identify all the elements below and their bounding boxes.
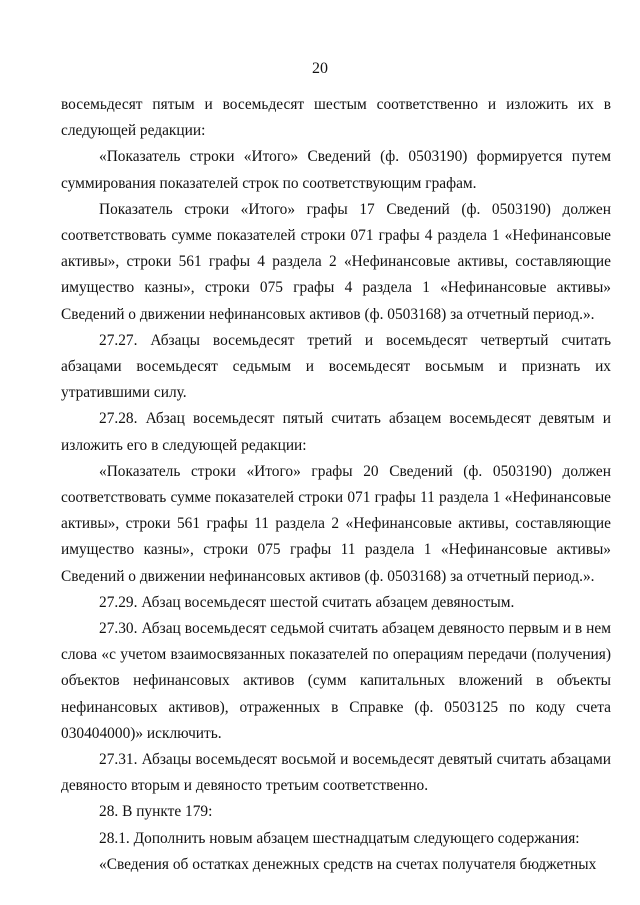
paragraph-27-30: 27.30. Абзац восемьдесят седьмой считать абзацем девяносто первым и в нем слова «с учетом взаимосвязанных показателей по операциям передачи (получения) объектов нефинансовых активов (сумм капитальных вложений в объекты нефинансовых активов), отраженных в Справке (ф. 0503125 по коду счета 030404000)» исключить. [61, 620, 611, 742]
paragraph-27-31: 27.31. Абзацы восемьдесят восьмой и восемьдесят девятый считать абзацами девяносто вторым и девяносто третьим соответственно. [61, 751, 611, 795]
paragraph-column-17: Показатель строки «Итого» графы 17 Сведений (ф. 0503190) должен соответствовать сумме показателей строки 071 графы 4 раздела 1 «Нефинансовые активы», строки 561 графы 4 раздела 2 «Нефинансовые активы, составляющие имущество казны», строки 075 графы 4 раздела 1 «Нефинансовые активы» Сведений о движении нефинансовых активов (ф. 0503168) за отчетный период.». [61, 200, 611, 323]
paragraph-quote-total-sum: «Показатель строки «Итого» Сведений (ф. 0503190) формируется путем суммирования показателей строк по соответствующим графам. [61, 148, 611, 192]
paragraph-27-29: 27.29. Абзац восемьдесят шестой считать абзацем девяностым. [99, 593, 515, 611]
document-body [61, 92, 611, 878]
paragraph-27-28: 27.28. Абзац восемьдесят пятый считать абзацем восемьдесят девятым и изложить его в следующей редакции: [61, 410, 611, 454]
paragraph-27-27: 27.27. Абзацы восемьдесят третий и восемьдесят четвертый считать абзацами восемьдесят седьмым и восемьдесят восьмым и признать их утратившими силу. [61, 331, 611, 402]
paragraph-continuation: восемьдесят пятым и восемьдесят шестым соответственно и изложить их в следующей редакции: [61, 96, 611, 140]
paragraph-quote-balances: «Сведения об остатках денежных средств на счетах получателя бюджетных [99, 855, 597, 873]
paragraph-28-1: 28.1. Дополнить новым абзацем шестнадцатым следующего содержания: [99, 829, 580, 847]
paragraph-28: 28. В пункте 179: [99, 803, 213, 821]
page-number: 20 [312, 60, 328, 77]
paragraph-column-20: «Показатель строки «Итого» графы 20 Сведений (ф. 0503190) должен соответствовать сумме показателей строки 071 графы 11 раздела 1 «Нефинансовые активы», строки 561 графы 11 раздела 2 «Нефинансовые активы, составляющие имущество казны», строки 075 графы 11 раздела 1 «Нефинансовые активы» Сведений о движении нефинансовых активов (ф. 0503168) за отчетный период.». [61, 462, 611, 585]
